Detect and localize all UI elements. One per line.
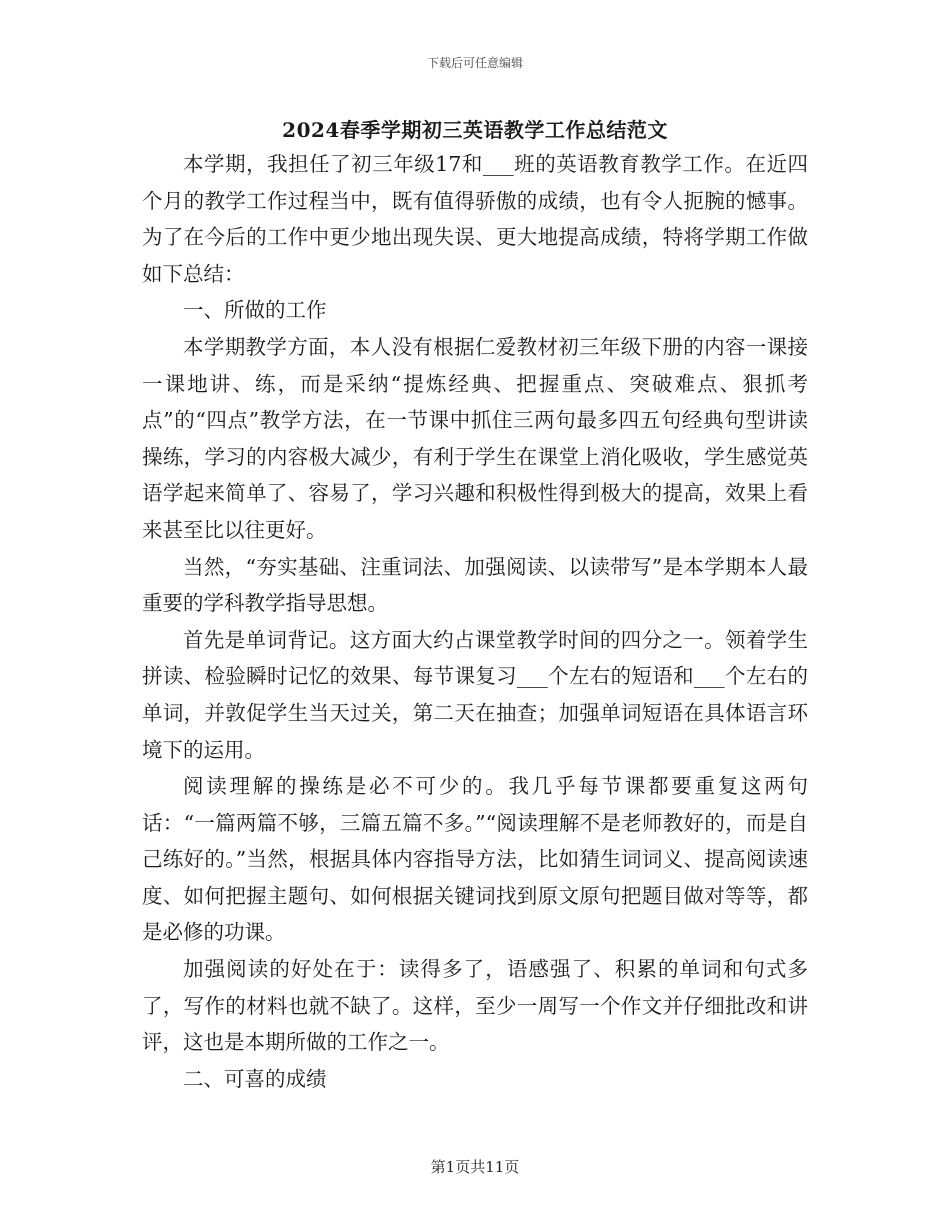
- paragraph-intro: 本学期，我担任了初三年级17和___班的英语教育教学工作。在近四个月的教学工作过程当中，既有值得骄傲的成绩，也有令人扼腕的憾事。为了在今后的工作中更少地出现失误、更大地提高成绩，特将学期工作做如下总结：: [142, 152, 808, 286]
- document-body: [142, 146, 808, 1097]
- section-heading-achievements: 二、可喜的成绩: [183, 1066, 327, 1091]
- paragraph-reading: 阅读理解的操练是必不可少的。我几乎每节课都要重复这两句话：“一篇两篇不够，三篇五篇不多。”“阅读理解不是老师教好的，而是自己练好的。”当然，根据具体内容指导方法，比如猜生词词义、提高阅读速度、如何把握主题句、如何根据关键词找到原文原句把题目做对等等，都是必修的功课。: [142, 774, 808, 945]
- header-note: 下载后可任意编辑: [426, 56, 523, 70]
- paragraph-writing: 加强阅读的好处在于：读得多了，语感强了、积累的单词和句式多了，写作的材料也就不缺了。这样，至少一周写一个作文并仔细批改和讲评，这也是本期所做的工作之一。: [142, 957, 808, 1055]
- paragraph-vocabulary: 首先是单词背记。这方面大约占课堂教学时间的四分之一。领着学生拼读、检验瞬时记忆的效果、每节课复习___个左右的短语和___个左右的单词，并敦促学生当天过关，第二天在抽查；加强单词短语在具体语言环境下的运用。: [142, 627, 808, 762]
- section-heading-work-done: 一、所做的工作: [183, 298, 327, 323]
- page-number: 第1页共11页: [430, 1158, 520, 1176]
- paragraph-guiding-idea: 当然，“夯实基础、注重词法、加强阅读、以读带写”是本学期本人最重要的学科教学指导思想。: [142, 554, 808, 616]
- paragraph-teaching-method: 本学期教学方面，本人没有根据仁爱教材初三年级下册的内容一课接一课地讲、练，而是采纳“提炼经典、把握重点、突破难点、狠抓考点”的“四点”教学方法，在一节课中抓住三两句最多四五句经典句型讲读操练，学习的内容极大减少，有利于学生在课堂上消化吸收，学生感觉英语学起来简单了、容易了，学习兴趣和积极性得到极大的提高，效果上看来甚至比以往更好。: [142, 334, 808, 542]
- page-title: 2024春季学期初三英语教学工作总结范文: [282, 118, 668, 142]
